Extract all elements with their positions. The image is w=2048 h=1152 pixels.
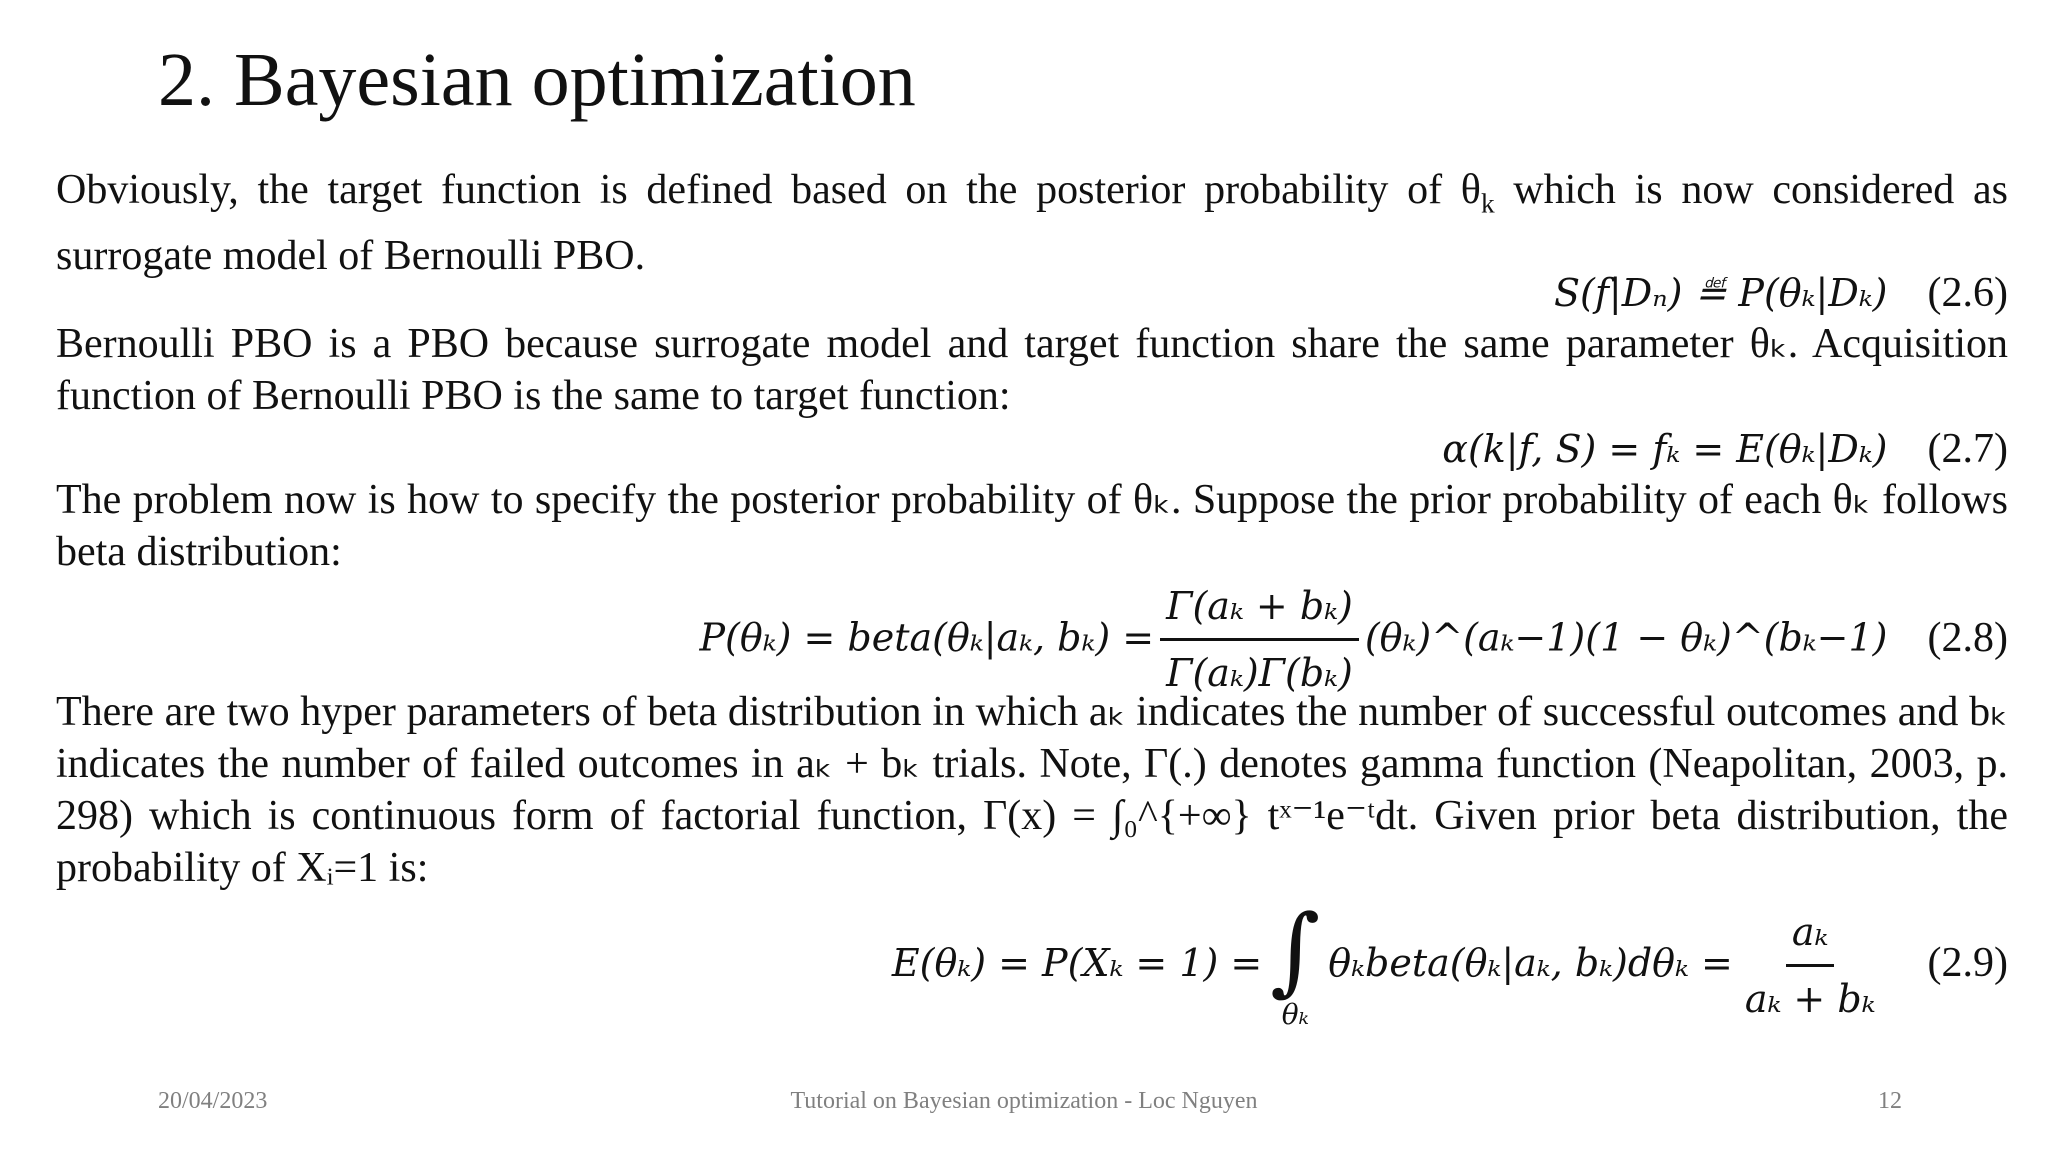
equation-2-8-left: P(θₖ) = beta(θₖ|aₖ, bₖ) = bbox=[699, 615, 1155, 660]
footer-page-number: 12 bbox=[1878, 1088, 1902, 1114]
equation-2-8-right: (θₖ)^(aₖ−1)(1 − θₖ)^(bₖ−1) bbox=[1364, 615, 1888, 660]
integral-sign: ∫ bbox=[1270, 894, 1321, 1006]
equation-2-8 bbox=[699, 576, 2008, 703]
paragraph-1-text: Obviously, the target function is defined based on the posterior probability of θ bbox=[56, 167, 1481, 213]
equation-2-7-body: α(k|f, S) = fₖ = E(θₖ|Dₖ) bbox=[1442, 427, 1888, 471]
slide-title: 2. Bayesian optimization bbox=[158, 38, 916, 122]
paragraph-1-sub: k bbox=[1480, 188, 1495, 219]
paragraph-4: There are two hyper parameters of beta distribution in which aₖ indicates the number of successful outcomes and bₖ indicates the number of failed outcomes in aₖ + bₖ trials. Note, Γ(.) denotes gamma function (Neapolitan, 2003, p. 298) which is continuous form of factorial function, Γ(x) = ∫₀^{+∞} tˣ⁻¹e⁻ᵗdt. Given prior beta distribution, the probability of Xᵢ=1 is: bbox=[56, 689, 2008, 891]
equation-2-8-number: (2.8) bbox=[1927, 614, 2008, 661]
equation-2-6-number: (2.6) bbox=[1927, 270, 2008, 316]
equation-2-6-body: S(f|Dₙ) ≝ P(θₖ|Dₖ) bbox=[1554, 271, 1888, 315]
equation-2-9-fraction bbox=[1739, 902, 1882, 1029]
paragraph-1-tail: which is now considered as surrogate model of Bernoulli PBO. bbox=[56, 167, 2008, 279]
equation-2-9-left: E(θₖ) = P(Xₖ = 1) = bbox=[891, 941, 1263, 985]
equation-2-9 bbox=[891, 894, 2008, 1031]
integral-limit: θₖ bbox=[1281, 998, 1309, 1031]
equation-2-8-denominator: Γ(aₖ)Γ(bₖ) bbox=[1166, 651, 1353, 695]
equation-2-7-number: (2.7) bbox=[1927, 426, 2008, 472]
footer-title: Tutorial on Bayesian optimization - Loc Nguyen bbox=[790, 1088, 1258, 1114]
equation-2-9-denominator: aₖ + bₖ bbox=[1744, 976, 1876, 1021]
paragraph-2: Bernoulli PBO is a PBO because surrogate model and target function share the same parameter θₖ. Acquisition function of Bernoulli PBO is the same to target function: bbox=[56, 321, 2008, 419]
paragraph-1 bbox=[56, 164, 2008, 282]
equation-2-9-number: (2.9) bbox=[1927, 940, 2008, 986]
equation-2-8-numerator: Γ(aₖ + bₖ) bbox=[1160, 576, 1359, 641]
equation-2-9-integral bbox=[1270, 894, 1321, 1031]
equation-2-6 bbox=[1554, 266, 2008, 319]
paragraph-3: The problem now is how to specify the posterior probability of θₖ. Suppose the prior probability of each θₖ follows beta distribution: bbox=[56, 477, 2008, 575]
equation-2-9-mid: θₖbeta(θₖ|aₖ, bₖ)dθₖ = bbox=[1328, 941, 1733, 985]
equation-2-7 bbox=[1442, 422, 2008, 475]
equation-2-8-fraction bbox=[1160, 576, 1359, 703]
footer-date: 20/04/2023 bbox=[158, 1088, 268, 1114]
equation-2-9-numerator: aₖ bbox=[1786, 902, 1835, 967]
